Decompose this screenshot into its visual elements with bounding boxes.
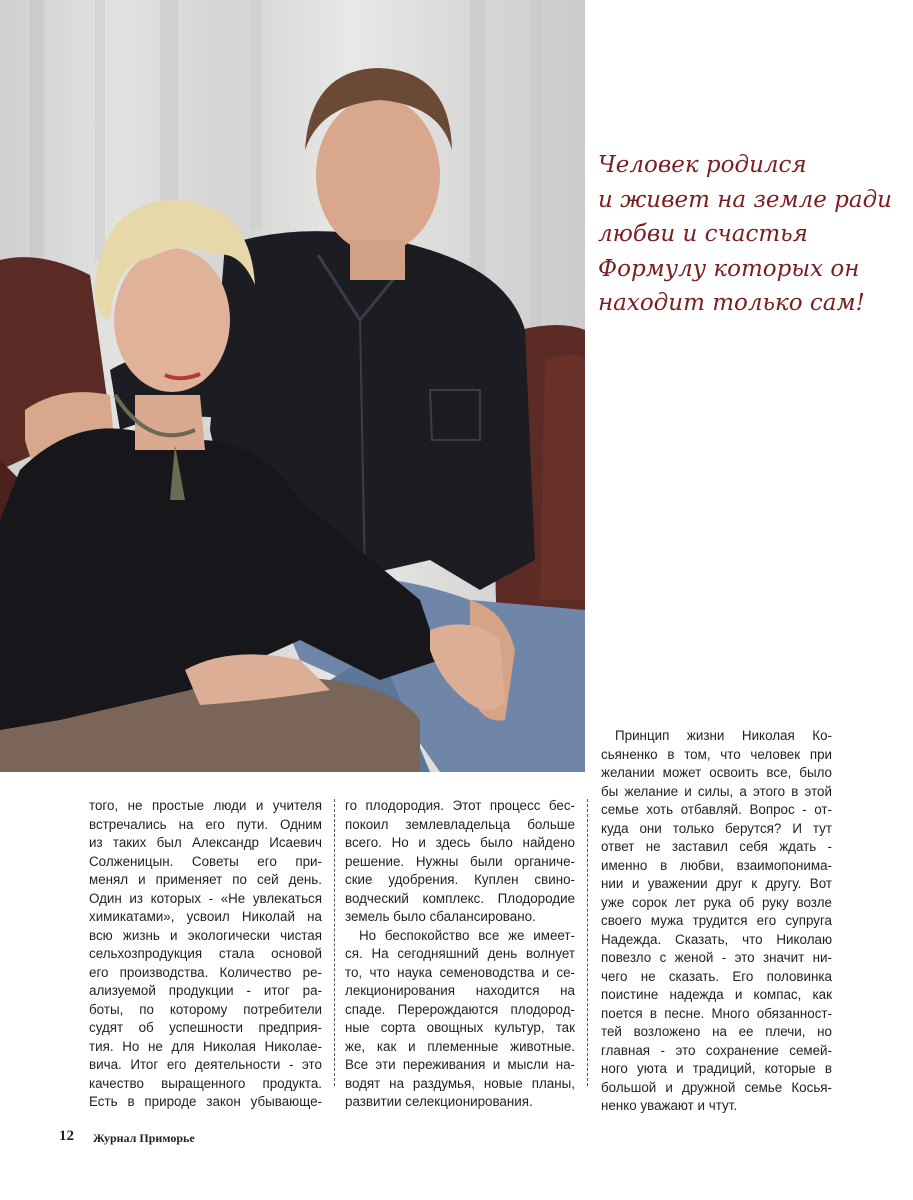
quote-line: и живет на земле ради xyxy=(598,186,892,213)
text-line: всего. Но и здесь было найдено xyxy=(345,835,575,850)
text-line: лекционирования находится на xyxy=(345,983,575,998)
text-line: ного уюта и традиций, которые в xyxy=(601,1061,832,1076)
quote-line: находит только сам! xyxy=(598,290,865,316)
text-line: семье хоть отбавляй. Вопрос - от- xyxy=(601,802,832,817)
text-line: бы желание и силы, а этого в этой xyxy=(601,783,832,799)
pull-quote xyxy=(598,148,898,321)
text-line: го плодородия. Этот процесс бес- xyxy=(345,798,575,813)
text-line: боты, по которому потребители xyxy=(89,1001,322,1017)
article-column-1 xyxy=(89,797,322,1112)
article-column-3 xyxy=(601,727,832,1116)
text-line: судят об успешности предприя- xyxy=(89,1020,322,1035)
text-line: Солженицын. Советы его при- xyxy=(89,853,322,869)
text-line: из таких был Александр Исаевич xyxy=(89,835,322,850)
text-line: то, что наука семеноводства и се- xyxy=(345,964,575,980)
text-line: повезло с женой - это значит ни- xyxy=(601,950,832,965)
text-line: своего мужа трудится его супруга xyxy=(601,913,832,928)
text-line: вича. Итог его деятельности - это xyxy=(89,1057,322,1072)
text-line: спаде. Перерождаются плодород- xyxy=(345,1001,575,1017)
article-column-2 xyxy=(345,797,575,1112)
couple-illustration xyxy=(0,0,585,772)
text-line: чего не сказать. Его половинка xyxy=(601,968,832,984)
text-line: земель было сбалансировано. xyxy=(345,909,536,924)
text-line: того, не простые люди и учителя xyxy=(89,798,322,813)
text-line: Все эти переживания и мысли на- xyxy=(345,1057,575,1072)
page-number: 12 xyxy=(59,1128,74,1144)
text-line: ненко уважают и чтут. xyxy=(601,1098,738,1113)
quote-line: Формулу которых он xyxy=(598,255,860,282)
text-line: куда они только берутся? И тут xyxy=(601,820,832,836)
text-line: всю жизнь и экологически чистая xyxy=(89,927,322,943)
quote-line: любви и счастья xyxy=(598,221,808,247)
text-line: сельхозпродукция стала основой xyxy=(89,946,322,961)
magazine-title: Журнал Приморье xyxy=(93,1131,195,1145)
text-line: ся. На сегодняшний день волнует xyxy=(345,946,575,961)
couple-photo xyxy=(0,0,585,772)
text-line: большой и дружной семье Косья- xyxy=(601,1079,832,1095)
text-line: главная - это сохранение семей- xyxy=(601,1042,832,1058)
text-line: Надежда. Сказать, что Николаю xyxy=(601,931,832,947)
text-line: поется в песне. Много обязанност- xyxy=(601,1005,832,1021)
text-line: желании может освоить все, было xyxy=(601,765,832,780)
text-line: Есть в природе закон убывающе- xyxy=(89,1094,322,1109)
text-line: менял и применяет по сей день. xyxy=(89,872,322,887)
column-divider xyxy=(334,799,335,1086)
quote-line: Человек родился xyxy=(598,152,807,178)
text-line: ответ не заставил себя ждать - xyxy=(601,839,832,854)
text-line: же, как и племенные животные. xyxy=(345,1038,575,1054)
text-line: ские удобрения. Куплен свино- xyxy=(345,872,575,887)
text-line: покоил землевладельца больше xyxy=(345,816,575,832)
column-divider xyxy=(587,799,588,1086)
text-line: тия. Но не для Николая Николае- xyxy=(89,1038,322,1054)
text-line: ализуемой продукции - итог ра- xyxy=(89,983,322,998)
text-line: решение. Нужны были органиче- xyxy=(345,853,575,869)
text-line: водят на раздумья, новые планы, xyxy=(345,1075,575,1091)
text-line: Но беспокойство все же имеет- xyxy=(359,927,575,943)
text-line: Принцип жизни Николая Ко- xyxy=(615,728,832,743)
text-line: сьяненко в том, что человек при xyxy=(601,746,832,762)
text-line: встречались на его пути. Одним xyxy=(89,816,322,832)
text-line: химикатами», усвоил Николай на xyxy=(89,909,322,924)
text-line: качество выращенного продукта. xyxy=(89,1075,322,1091)
text-line: ные сорта овощных культур, так xyxy=(345,1020,575,1035)
text-line: именно в любви, взаимопонима- xyxy=(601,857,832,873)
text-line: его производства. Количество ре- xyxy=(89,964,322,980)
text-line: Один из которых - «Не увлекаться xyxy=(89,890,322,906)
text-line: нии и уважении друг к другу. Вот xyxy=(601,876,832,891)
text-line: поистине надежда и компас, как xyxy=(601,987,832,1002)
text-line: тей возложено на ее плечи, но xyxy=(601,1024,832,1039)
text-line: водческий комплекс. Плодородие xyxy=(345,890,575,906)
text-line: развитии селекционирования. xyxy=(345,1094,533,1109)
text-line: уже сорок лет рука об руку возле xyxy=(601,894,832,910)
